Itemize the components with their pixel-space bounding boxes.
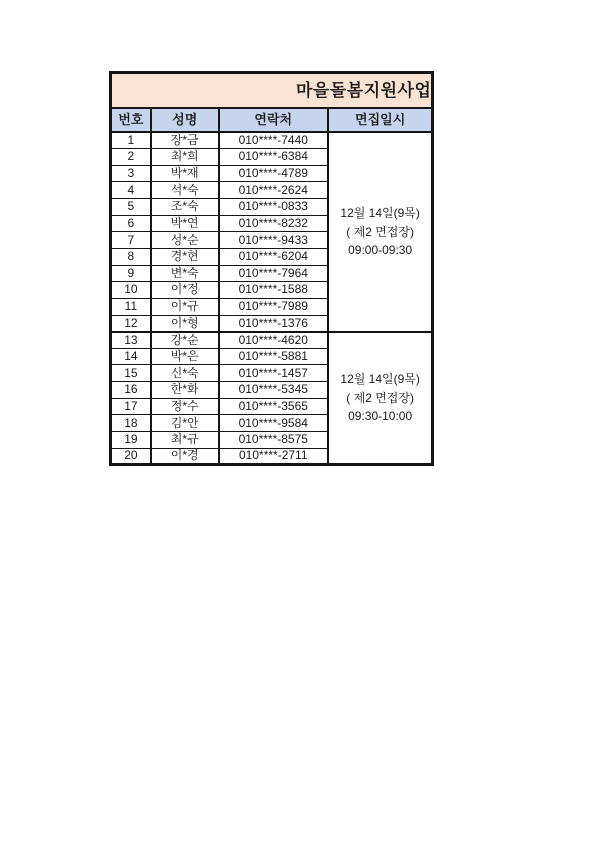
row-number-cell: 17 [111, 398, 151, 415]
phone-cell: 010****-0833 [219, 199, 328, 216]
phone-cell: 010****-1457 [219, 365, 328, 382]
phone-cell: 010****-4620 [219, 332, 328, 349]
name-cell: 최*희 [151, 149, 219, 166]
table-title-cell [111, 73, 433, 109]
table-row [111, 332, 433, 349]
row-number-cell: 9 [111, 265, 151, 282]
phone-cell: 010****-3565 [219, 398, 328, 415]
schedule-date: 12월 14일(9목) [340, 372, 420, 387]
schedule-date: 12월 14일(9목) [340, 205, 420, 220]
phone-cell: 010****-5345 [219, 382, 328, 399]
row-number-cell: 4 [111, 182, 151, 199]
phone-cell: 010****-6204 [219, 248, 328, 265]
row-number-cell: 13 [111, 332, 151, 349]
phone-cell: 010****-8575 [219, 432, 328, 449]
row-number-cell: 14 [111, 348, 151, 365]
schedule-venue: ( 제2 면접장) [346, 390, 414, 405]
row-number-cell: 19 [111, 432, 151, 449]
name-cell: 박*은 [151, 348, 219, 365]
row-number-cell: 20 [111, 448, 151, 465]
name-cell: 이*정 [151, 282, 219, 299]
schedule-venue: ( 제2 면접장) [346, 224, 414, 239]
name-cell: 박*연 [151, 215, 219, 232]
phone-cell: 010****-7964 [219, 265, 328, 282]
schedule-time: 09:30-10:00 [348, 409, 413, 424]
name-cell: 변*숙 [151, 265, 219, 282]
table-row [111, 132, 433, 149]
row-number-cell: 12 [111, 315, 151, 332]
col-header-phone: 연락처 [219, 108, 328, 132]
name-cell: 이*규 [151, 298, 219, 315]
phone-cell: 010****-5881 [219, 348, 328, 365]
phone-cell: 010****-2711 [219, 448, 328, 465]
name-cell: 강*순 [151, 332, 219, 349]
row-number-cell: 8 [111, 248, 151, 265]
row-number-cell: 15 [111, 365, 151, 382]
row-number-cell: 11 [111, 298, 151, 315]
row-number-cell: 10 [111, 282, 151, 299]
phone-cell: 010****-7989 [219, 298, 328, 315]
name-cell: 최*규 [151, 432, 219, 449]
row-number-cell: 7 [111, 232, 151, 249]
name-cell: 성*순 [151, 232, 219, 249]
phone-cell: 010****-8232 [219, 215, 328, 232]
phone-cell: 010****-1376 [219, 315, 328, 332]
col-header-name: 성명 [151, 108, 219, 132]
col-header-number: 번호 [111, 108, 151, 132]
name-cell: 장*금 [151, 132, 219, 149]
name-cell: 이*경 [151, 448, 219, 465]
row-number-cell: 2 [111, 149, 151, 166]
phone-cell: 010****-6384 [219, 149, 328, 166]
col-header-interview: 면집일시 [328, 108, 433, 132]
name-cell: 정*수 [151, 398, 219, 415]
schedule-cell-group2 [328, 332, 433, 465]
phone-cell: 010****-1588 [219, 282, 328, 299]
name-cell: 석*숙 [151, 182, 219, 199]
schedule-time: 09:00-09:30 [348, 243, 413, 258]
name-cell: 이*형 [151, 315, 219, 332]
title-row [111, 73, 433, 109]
schedule-cell-group1 [328, 132, 433, 332]
phone-cell: 010****-4789 [219, 165, 328, 182]
phone-cell: 010****-9584 [219, 415, 328, 432]
row-number-cell: 18 [111, 415, 151, 432]
name-cell: 김*안 [151, 415, 219, 432]
name-cell: 조*숙 [151, 199, 219, 216]
interview-schedule-table [109, 71, 434, 466]
name-cell: 한*화 [151, 382, 219, 399]
header-row [111, 108, 433, 132]
phone-cell: 010****-7440 [219, 132, 328, 149]
name-cell: 신*숙 [151, 365, 219, 382]
row-number-cell: 3 [111, 165, 151, 182]
phone-cell: 010****-2624 [219, 182, 328, 199]
name-cell: 경*현 [151, 248, 219, 265]
row-number-cell: 1 [111, 132, 151, 149]
phone-cell: 010****-9433 [219, 232, 328, 249]
table-title: 마을돌봄지원사업 [296, 81, 432, 100]
row-number-cell: 6 [111, 215, 151, 232]
row-number-cell: 16 [111, 382, 151, 399]
name-cell: 박*재 [151, 165, 219, 182]
row-number-cell: 5 [111, 199, 151, 216]
